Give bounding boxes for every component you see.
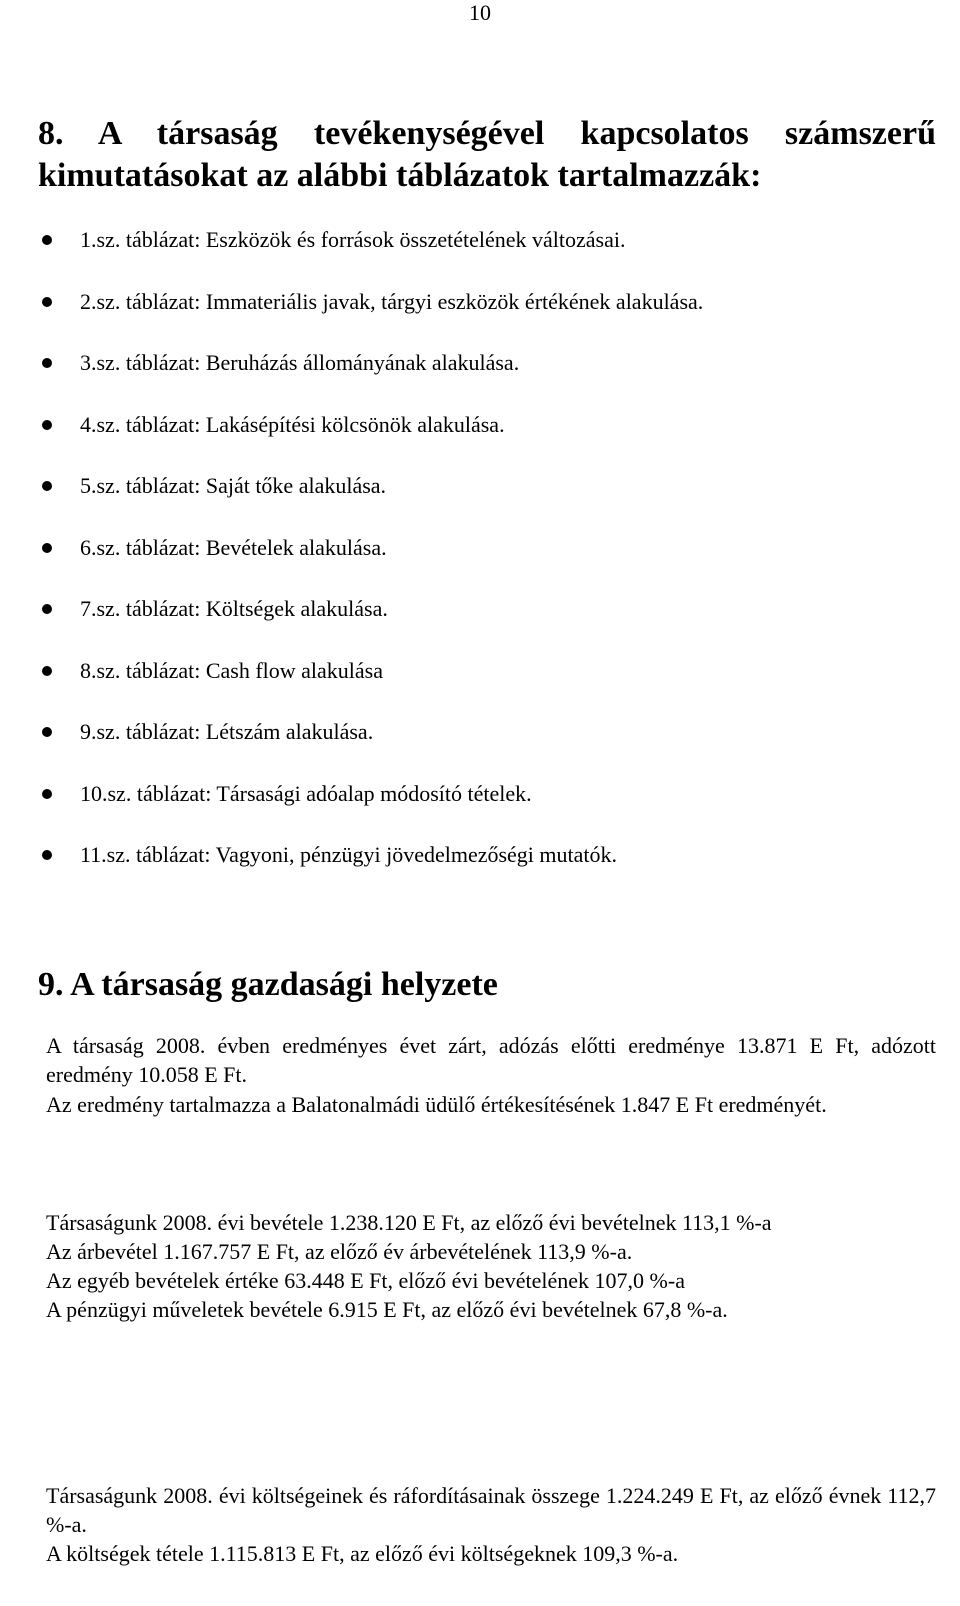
- section-9-heading: 9. A társaság gazdasági helyzete: [38, 966, 498, 1003]
- list-item: [38, 469, 938, 531]
- list-item-text: 7.sz. táblázat: Költségek alakulása.: [80, 596, 388, 621]
- section-8-heading: 8. A társaság tevékenységével kapcsolatos számszerű kimutatásokat az alábbi táblázatok tartalmazzák:: [38, 115, 936, 194]
- list-item-text: 8.sz. táblázat: Cash flow alakulása: [80, 657, 384, 683]
- list-item-text: 9.sz. táblázat: Létszám alakulása.: [80, 719, 374, 744]
- list-item-text: 1.sz. táblázat: Eszközök és források összetételének változásai.: [80, 227, 626, 252]
- bullet-icon: [42, 789, 52, 799]
- list-item-text: 5.sz. táblázat: Saját tőke alakulása.: [80, 473, 387, 498]
- list-item: [38, 715, 938, 777]
- revenue-line: Társaságunk 2008. évi bevétele 1.238.120 E Ft, az előző évi bevételnek 113,1 %-a: [46, 1210, 772, 1235]
- list-item: [38, 531, 938, 593]
- list-item: [38, 654, 938, 716]
- list-item: [38, 777, 938, 839]
- revenue-line: Az egyéb bevételek értéke 63.448 E Ft, előző évi bevételének 107,0 %-a: [46, 1268, 685, 1293]
- bullet-icon: [42, 297, 52, 307]
- bullet-icon: [42, 420, 52, 430]
- list-item: [38, 346, 938, 408]
- list-item: [38, 223, 938, 285]
- bullet-icon: [42, 543, 52, 553]
- cost-line: A költségek tétele 1.115.813 E Ft, az előző évi költségeknek 109,3 %-a.: [46, 1541, 679, 1566]
- bullet-icon: [42, 727, 52, 737]
- list-item-text: 3.sz. táblázat: Beruházás állományának alakulása.: [80, 350, 520, 375]
- revenue-line: A pénzügyi műveletek bevétele 6.915 E Ft, az előző évi bevételnek 67,8 %-a.: [46, 1297, 728, 1322]
- bullet-icon: [42, 358, 52, 368]
- table-list: [38, 223, 938, 900]
- bullet-icon: [42, 666, 52, 676]
- list-item: [38, 285, 938, 347]
- contains-paragraph: Az eredmény tartalmazza a Balatonalmádi üdülő értékesítésének 1.847 E Ft eredményét.: [46, 1092, 827, 1117]
- bullet-icon: [42, 850, 52, 860]
- list-item-text: 2.sz. táblázat: Immateriális javak, tárgyi eszközök értékének alakulása.: [80, 288, 704, 314]
- result-paragraph: A társaság 2008. évben eredményes évet zárt, adózás előtti eredménye 13.871 E Ft, adózott eredmény 10.058 E Ft.: [46, 1033, 936, 1087]
- cost-paragraph: Társaságunk 2008. évi költségeinek és ráfordításainak összege 1.224.249 E Ft, az előző évnek 112,7 %-a.: [46, 1483, 936, 1537]
- list-item-text: 4.sz. táblázat: Lakásépítési kölcsönök alakulása.: [80, 411, 505, 437]
- bullet-icon: [42, 481, 52, 491]
- list-item: [38, 838, 938, 900]
- list-item: [38, 592, 938, 654]
- page-number: 10: [469, 0, 491, 25]
- revenue-line: Az árbevétel 1.167.757 E Ft, az előző év árbevételének 113,9 %-a.: [46, 1239, 633, 1264]
- bullet-icon: [42, 235, 52, 245]
- list-item-text: 10.sz. táblázat: Társasági adóalap módosító tételek.: [80, 780, 532, 806]
- bullet-icon: [42, 604, 52, 614]
- list-item: [38, 408, 938, 470]
- revenue-block: [46, 1208, 936, 1324]
- list-item-text: 11.sz. táblázat: Vagyoni, pénzügyi jövedelmezőségi mutatók.: [80, 842, 618, 867]
- list-item-text: 6.sz. táblázat: Bevételek alakulása.: [80, 534, 387, 560]
